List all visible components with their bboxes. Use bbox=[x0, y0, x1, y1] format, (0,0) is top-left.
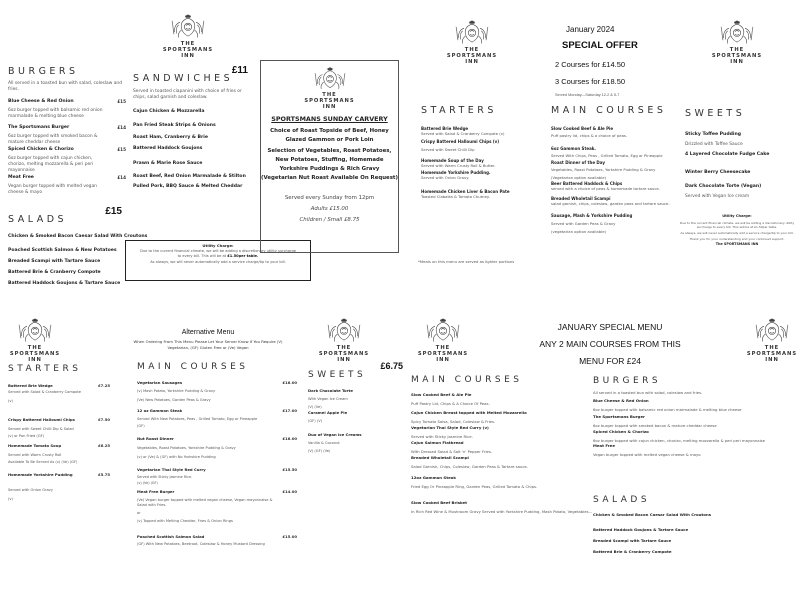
crest-icon bbox=[168, 14, 208, 41]
utility-charge-box: Utility Charge: Due to the current financial climate, we will be adding a discretionary utility surcharge to every bill. This will be at £1.50per table. As always, we will never automatically add a service charge/tip to your bill. bbox=[125, 240, 311, 281]
menu-item: Homemade Tomato Soup £6.25 Served with Warm Crusty Roll Available To Be Served As (v) (Ve) (GF) bbox=[8, 443, 110, 464]
special-main-courses-section: MAIN COURSES Slow Cooked Beef & Ale Pie Puff Pastry Lid, Chips & A Choice Of Peas. Cajun Chicken Breast topped with Melted Mozzarella Spicy Tomato Salsa, Salad, Coleslaw & Fries. Vegetarian Thai Style Red Curry (v) Served with Sticky Jasmine Rice. Cajun Salmon Flatbread With Dressed Salad & Salt 'n' Pepper Fries. Breaded Wholetail Scampi Salad Garnish, Chips, Coleslaw, Garden Peas & Tartare sauce. 12oz Gammon Steak Fried Egg Or Pineapple Ring, Garden Peas, Grilled Tomato & Chips. Slow Cooked Beef Brisket In Rich Red Wine & Mushroom Gravy Served with Yorkshire Pudding, Mash Potato, Vegetables... bbox=[411, 375, 593, 514]
alt-starters-section: STARTERS Battered Brie Wedge £7.25 Served with Salad & Cranberry Compote (v) Crispy Battered Halloumi Chips £7.50 Served with Sweet Chilli Dip & Salad (v) or Pan Fried (GF) Homemade Tomato Soup £6.25 Served with Warm Crusty Roll Available To Be Served As (v) (Ve) (GF) Homemade Yorkshire Pudding £5.75 Served with Onion Gravy (v) bbox=[8, 364, 110, 501]
menu-item: Meat Free Burger £14.00 (Ve) Vegan burger topped with melted vegan cheese, Vegan mayonnaise & Salad with Fries. or (v) Topped with Melting Cheddar, Fries & Onion Rings bbox=[137, 489, 297, 523]
menu-item: 12 oz Gammon Steak £17.00 Served With New Potatoes, Peas , Grilled Tomato, Egg or Pineapple (GF) bbox=[137, 408, 297, 428]
alt-main-courses-section: MAIN COURSES Vegetarian Sausages £16.00 (v) Mash Potato, Yorkshire Pudding & Gravy (Ve) New Potatoes, Garden Peas & Gravy 12 oz Gammon Steak £17.00 Served With New Potatoes, Peas , Grilled Tomato, Egg or Pineapple (GF) Nut Roast Dinner £16.00 Vegetables, Roast Potatoes, Yorkshire Pudding & Gravy (v) or (Ve) & (GF) with No Yorkshire Pudding Vegetarian Thai Style Red Curry £15.50 Served with Sticky Jasmine Rice. (v) (Ve) (GF) Meat Free Burger £14.00 (Ve) Vegan burger topped with melted vegan cheese, Vegan mayonnaise & Salad with Fries. or (v) Topped with Melting Cheddar, Fries & Onion Rings Poached Scottish Salmon Salad £15.00 (GF) With New Potatoes, Beetroot, Coleslaw & Honey Mustard Dressing bbox=[137, 362, 297, 546]
inn-logo: THE SPORTSMANS INN bbox=[441, 20, 503, 65]
section-title: BURGERS bbox=[8, 66, 79, 77]
inn-logo: THE SPORTSMANS INN bbox=[741, 318, 800, 363]
alternative-menu-header: Alternative Menu When Ordering From This Menu Please Let Your Server Know If You Require (V) Vegetarian, (GF) Gluten Free or (Ve) Vegan bbox=[133, 329, 283, 350]
inn-logo: THE SPORTSMANS INN bbox=[412, 318, 474, 363]
inn-logo: THE SPORTSMANS INN bbox=[313, 318, 375, 363]
crest-icon bbox=[717, 20, 757, 47]
section-title: SALADS bbox=[8, 214, 68, 225]
inn-logo: THE SPORTSMANS INN bbox=[157, 14, 219, 59]
crest-icon bbox=[15, 318, 55, 345]
crest-icon bbox=[423, 318, 463, 345]
january-special-heading: JANUARY SPECIAL MENU ANY 2 MAIN COURSES FROM THIS MENU FOR £24 bbox=[539, 322, 681, 366]
menu-item: Blue Cheese & Red Onion £15 6oz burger topped with balsamic red onion marmalade & melting blue cheese bbox=[8, 99, 126, 119]
inn-logo: THE SPORTSMANS INN bbox=[706, 20, 768, 65]
portion-note: *Meals on this menu are served as lighter portions bbox=[418, 259, 515, 264]
alt-sweets-section: SWEETS £6.75 Dark Chocolate Torte With Vegan Ice Cream (V) (Ve) Caramel Apple Pie (GF) (V) Duo of Vegan Ice Creams Vanilla & Coconut (V) (GF) (Ve) bbox=[308, 361, 403, 453]
burgers-section: BURGERS All served in a toasted bun with salad, coleslaw and fries. Blue Cheese & Red Onion £15 6oz burger topped with balsamic red onion marmalade & melting blue cheese The Sportsmans Burger £14 6oz burger topped with smoked bacon & mature cheddar cheese Spiced Chicken & Chorizo £15 6oz burger topped with cajun chicken, chorizo, melting mozzarella & peri peri mayonnaise Meat Free £14 Vegan burger topped with melted vegan cheese & mayo bbox=[8, 66, 126, 195]
crest-icon bbox=[752, 318, 792, 345]
special-offer: January 2024 SPECIAL OFFER 2 Courses for £14.50 3 Courses for £18.50 Served Monday—Saturday 12-2 & 5-7 bbox=[555, 25, 638, 97]
menu-item: Vegetarian Sausages £16.00 (v) Mash Potato, Yorkshire Pudding & Gravy (Ve) New Potatoes, Garden Peas & Gravy bbox=[137, 380, 297, 402]
section-price: £15 bbox=[105, 206, 122, 217]
menu-item: The Sportsmans Burger £14 6oz burger topped with smoked bacon & mature cheddar cheese bbox=[8, 125, 126, 145]
menu-item: Nut Roast Dinner £16.00 Vegetables, Roast Potatoes, Yorkshire Pudding & Gravy (v) or (Ve) & (GF) with No Yorkshire Pudding bbox=[137, 436, 297, 459]
special-burgers-section: BURGERS All served in a toasted bun with salad, coleslaw and fries. Blue Cheese & Red Onion 6oz burger topped with balsamic red onion marmalade & melting blue cheese The Sportsmans Burger 6oz burger topped with smoked bacon & mature cheddar cheese Spiced Chicken & Chorizo 6oz burger topped with cajun chicken, chorizo, melting mozzarella & peri peri mayonnaise Meat Free Vegan burger topped with melted vegan cheese & mayo bbox=[593, 376, 765, 457]
crest-icon bbox=[324, 318, 364, 345]
menu-item: Crispy Battered Halloumi Chips £7.50 Served with Sweet Chilli Dip & Salad (v) or Pan Fried (GF) bbox=[8, 417, 110, 438]
menu-item: Poached Scottish Salmon Salad £15.00 (GF) With New Potatoes, Beetroot, Coleslaw & Honey Mustard Dressing bbox=[137, 534, 297, 546]
sweets-section: SWEETS Sticky Toffee Pudding Drizzled with Toffee Sauce 4 Layered Chocolate Fudge Cake Winter Berry Cheesecake Dark Chocolate Torte (Vegan) Served with Vegan Ice cream bbox=[685, 108, 770, 199]
utility-charge-note: Utility Charge: Due to the current financial climate, we will be adding a discretionary utility surcharge to every bill. This will be at £1.50per table. As always, we will never automatically add a service charge/tip to your bill. Thank you for your understanding and your continued support. The SPORTSMANS INN bbox=[679, 214, 795, 246]
menu-item: Meat Free £14 Vegan burger topped with melted vegan cheese & mayo bbox=[8, 175, 126, 195]
starters-section: STARTERS Battered Brie Wedge Served with Salad & Cranberry Compote (v) Crispy Battered Halloumi Chips (v) Served with Sweet Chilli Dip Homemade Soup of the Day Served with Warm Crusty Roll & Butter. Homemade Yorkshire Pudding. Served with Onion Gravy. Homemade Chicken Liver & Bacon Pate Toasted Ciabatta & Tomato Chutney. bbox=[421, 105, 510, 199]
special-salads-section: SALADS Chicken & Smoked Bacon Caesar Salad With Croutons Battered Haddock Goujons & Tartare Sauce Breaded Scampi with Tartare Sauce Battered Brie & Cranberry Compote bbox=[593, 495, 712, 554]
main-courses-section: MAIN COURSES Slow Cooked Beef & Ale Pie Puff pastry lid, chips & a choice of peas. 6oz Gammon Steak. Served With Chips, Peas , Grilled Tomato, Egg or Pineapple Roast Dinner of the Day Vegetables, Roast Potatoes, Yorkshire Pudding & Gravy (Vegetarian option available) Beer Battered Haddock & Chips served with a choice of peas & homemade tartare sauce. Breaded Wholetail Scampi salad garnish, chips, coleslaw, garden peas and tartare sauce. Sausage, Mash & Yorkshire Pudding Served with Garden Peas & Gravy (vegetarian option available) bbox=[551, 105, 670, 234]
salads-section: SALADS £15 Chicken & Smoked Bacon Caesar Salad With Croutons Poached Scottish Salmon & New Potatoes Breaded Scampi with Tartare Sauce Battered Brie & Cranberry Compote Battered Haddock Goujons & Tartare Sauce bbox=[8, 206, 148, 286]
menu-item: Spiced Chicken & Chorizo £15 6oz burger topped with cajun chicken, chorizo, melting mozzarella & peri peri mayonnaise bbox=[8, 147, 126, 173]
sunday-carvery-card: THE SPORTSMANS INN SPORTSMANS SUNDAY CARVERY Choice of Roast Topside of Beef, Honey Glazed Gammon or Pork Loin Selection of Vegetables, Roast Potatoes, New Potatoes, Stuffing, Homemade Yorkshire Puddings & Rich Gravy (Vegetarian Nut Roast Available On Request) Served every Sunday from 12pm Adults £15.00 Children / Small £8.75 bbox=[260, 60, 399, 253]
section-title: SANDWICHES bbox=[133, 73, 234, 84]
menu-item: Battered Brie Wedge £7.25 Served with Salad & Cranberry Compote (v) bbox=[8, 383, 110, 403]
section-price: £6.75 bbox=[380, 361, 403, 371]
menu-item: Homemade Yorkshire Pudding £5.75 Served with Onion Gravy (v) bbox=[8, 472, 110, 501]
carvery-title: SPORTSMANS SUNDAY CARVERY bbox=[271, 115, 388, 123]
crest-icon bbox=[452, 20, 492, 47]
crest-icon bbox=[311, 67, 349, 92]
menu-item: Vegetarian Thai Style Red Curry £15.50 Served with Sticky Jasmine Rice. (v) (Ve) (GF) bbox=[137, 467, 297, 485]
section-price: £11 bbox=[231, 65, 248, 76]
sandwiches-section: SANDWICHES £11 Served in toasted ciapanini with choice of fries or chips, salad garnish and coleslaw. Cajun Chicken & Mozzarella Pan Fried Steak Strips & Onions Roast Ham, Cranberry & Brie Battered Haddock Goujons Prawn & Marie Rose Sauce Roast Beef, Red Onion Marmalade & Stilton Pulled Pork, BBQ Sauce & Melted Cheddar bbox=[133, 65, 248, 189]
inn-logo: THE SPORTSMANS INN bbox=[4, 318, 66, 363]
inn-logo: THE SPORTSMANS INN bbox=[299, 67, 361, 110]
